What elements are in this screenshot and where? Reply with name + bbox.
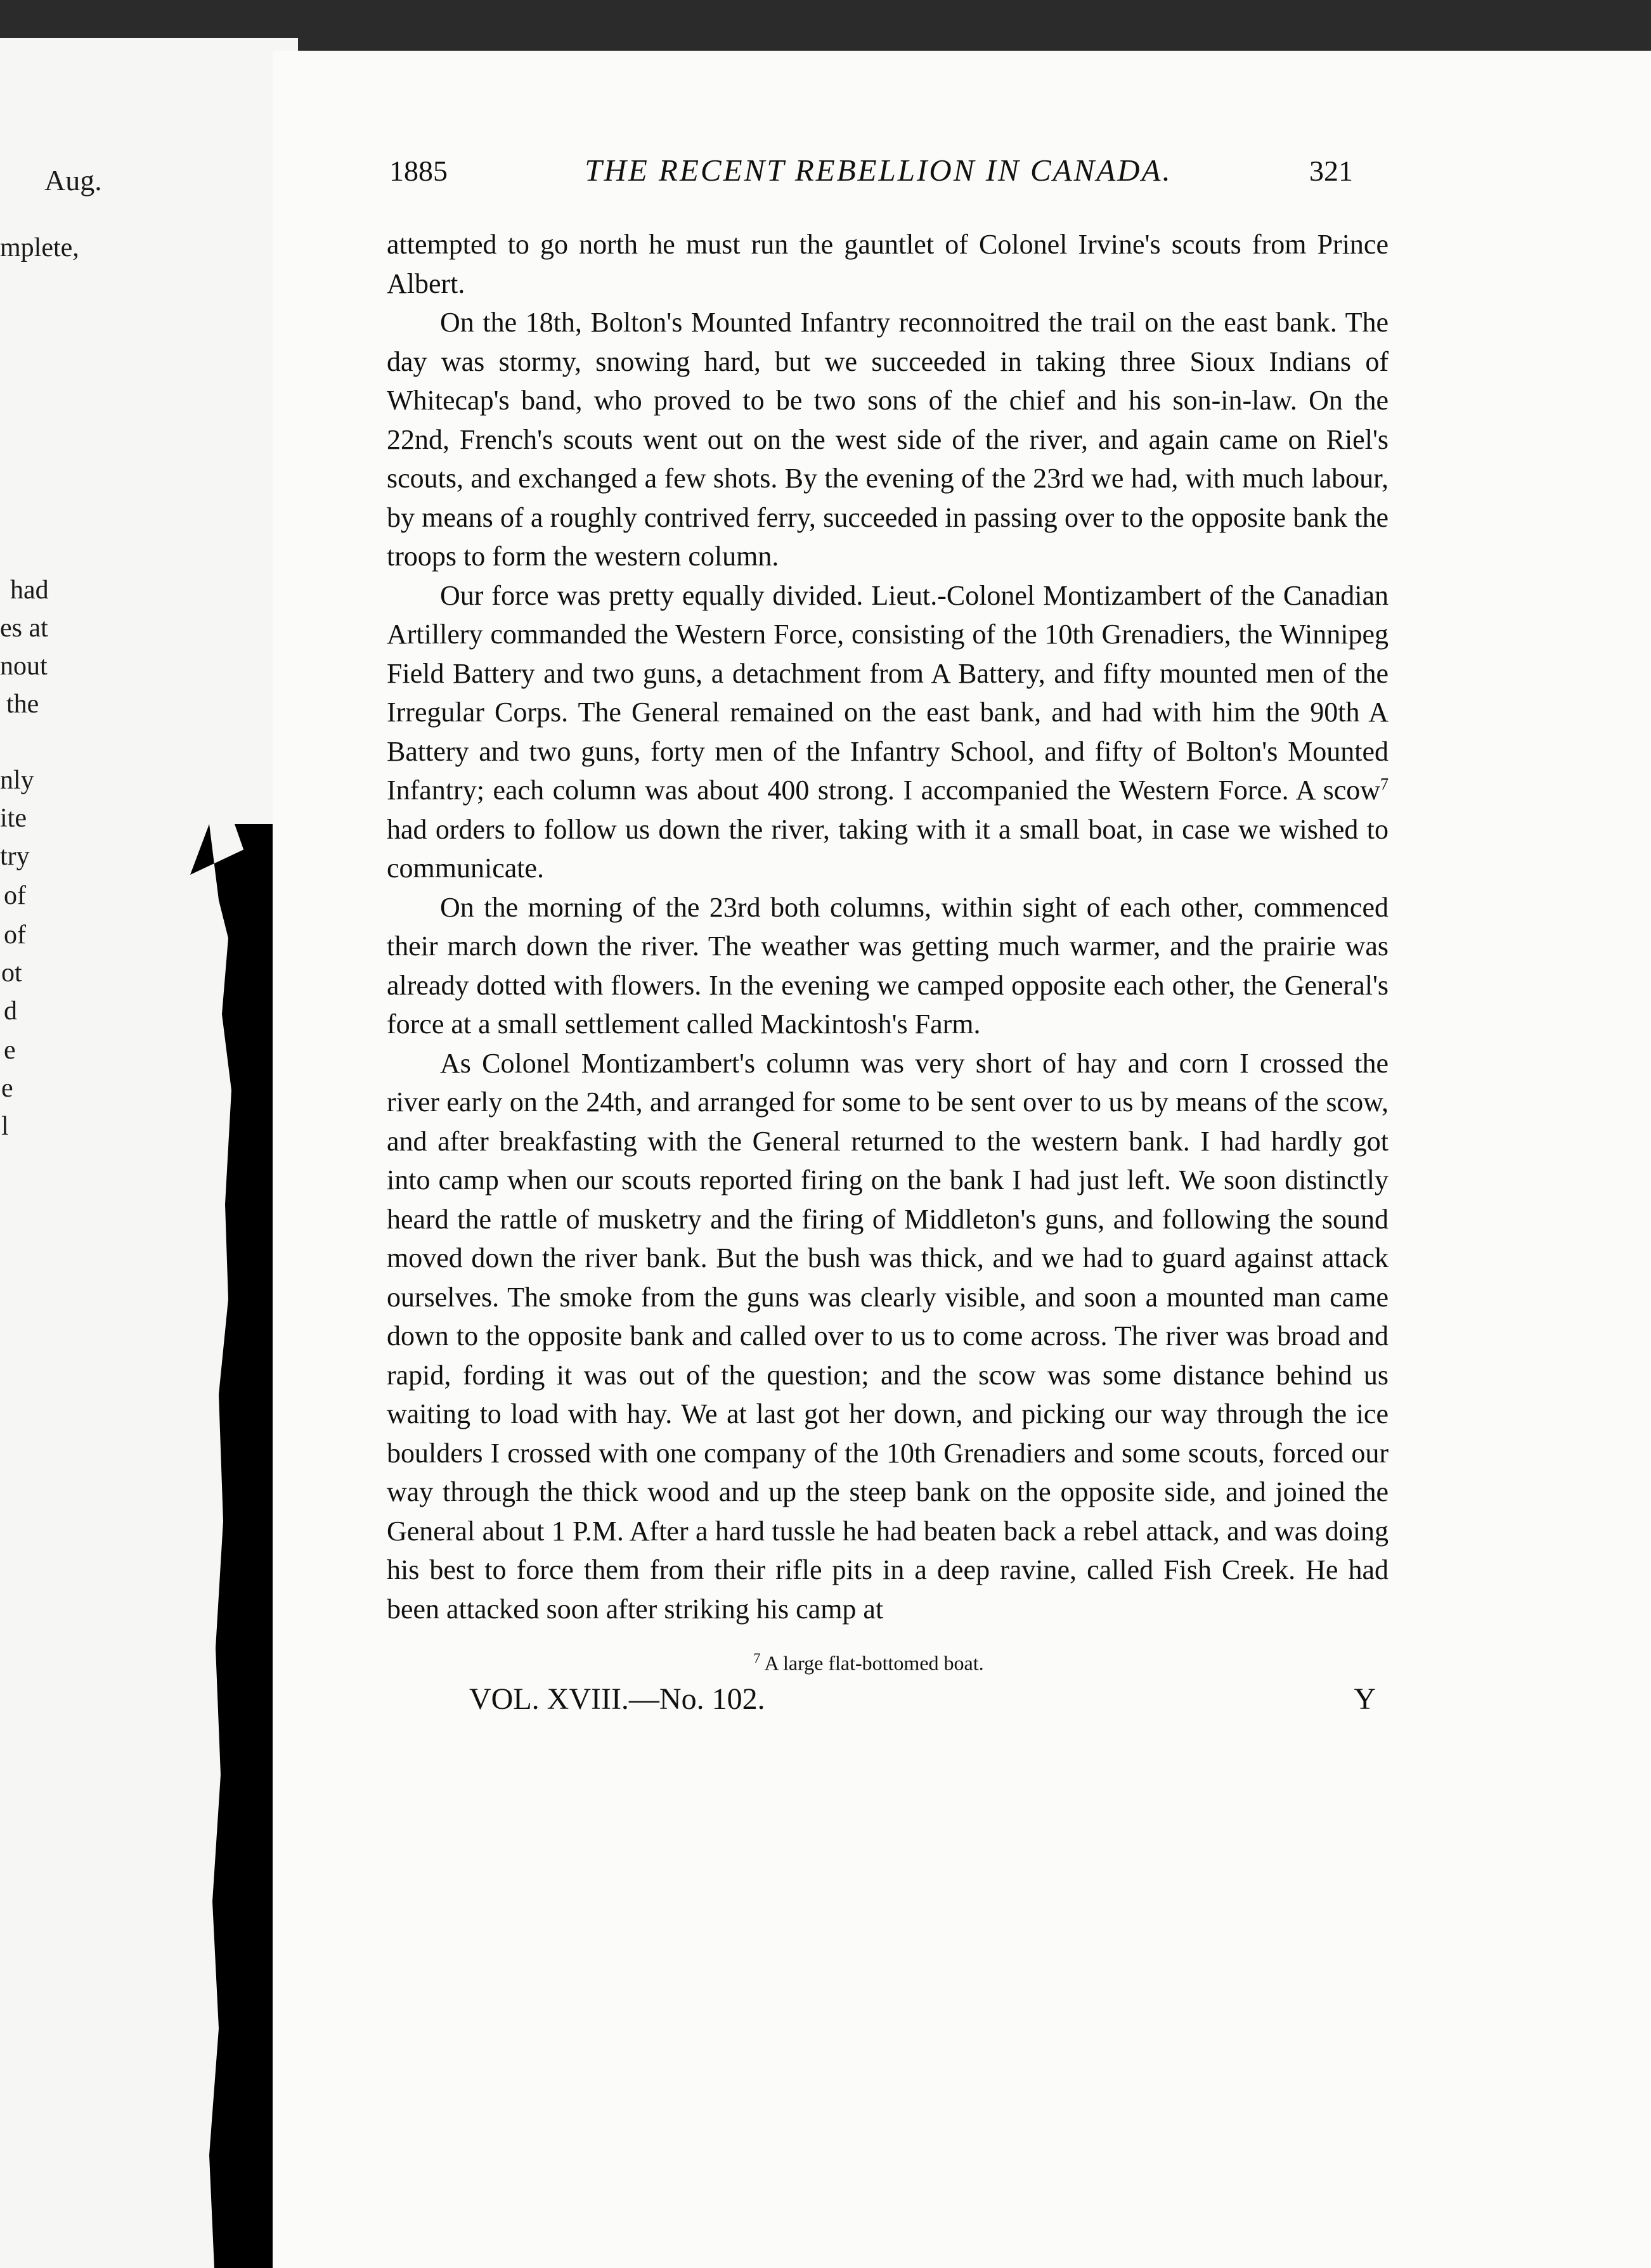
paragraph: On the 18th, Bolton's Mounted Infantry reconnoitred the trail on the east bank. The day was stormy, snowing hard, but we succeeded in taking three Sioux Indians of Whitecap's band, who proved to be two sons of the chief and his son-in-law. On the 22nd, French's scouts went out on the west side of the river, and again came on Riel's scouts, and exchanged a few shots. By the evening of the 23rd we had, with much labour, by means of a roughly contrived ferry, succeeded in passing over to the opposite bank the troops to form the western column.: [387, 307, 1389, 572]
left-line: mplete,: [0, 233, 79, 262]
left-line: d: [4, 996, 17, 1026]
signature-line: [469, 1682, 1376, 1717]
running-head-year: 1885: [389, 155, 448, 187]
left-line: l: [1, 1112, 9, 1141]
footnote-marker: 7: [753, 1650, 761, 1666]
paragraph: As Colonel Montizambert's column was very short of hay and corn I crossed the river early on the 24th, and arranged for some to be sent over to us by means of the scow, and after breakfasting with the General returned to the western bank. I had hardly got into camp when our scouts reported firing on the bank I had just left. We soon distinctly heard the rattle of musketry and the firing of Middleton's guns, and following the sound moved down the river bank. But the bush was thick, and we had to guard against attack ourselves. The smoke from the guns was clearly visible, and soon a mounted man came down to the opposite bank and called over to us to come across. The river was broad and rapid, fording it was out of the question; and the scow was some distance behind us waiting to load with hay. We at last got her down, and picking our way through the ice boulders I crossed with one company of the 10th Grenadiers and some scouts, forced our way through the thick wood and up the steep bank on the opposite side, and joined the General about 1 P.M. After a hard tussle he had beaten back a rebel attack, and was doing his best to force them from their rifle pits in a deep ravine, called Fish Creek. He had been attacked soon after striking his camp at: [387, 1047, 1389, 1625]
paragraph: On the morning of the 23rd both columns, within sight of each other, commenced their march down the river. The weather was getting much warmer, and the prairie was already dotted with flowers. In the evening we camped opposite each other, the General's force at a small settlement called Mackintosh's Farm.: [387, 891, 1389, 1040]
volume-number: VOL. XVIII.—No. 102.: [469, 1682, 765, 1716]
page-content: [387, 152, 1389, 1717]
footnote: [387, 1650, 1350, 1675]
running-head: [389, 152, 1353, 188]
left-line: had: [10, 576, 49, 605]
left-line: try: [0, 842, 30, 871]
signature-mark: Y: [1354, 1682, 1376, 1716]
body-text: [387, 225, 1389, 1628]
left-line: of: [4, 920, 26, 950]
left-line: es at: [0, 614, 48, 643]
left-line: of: [4, 881, 26, 910]
left-line: e: [1, 1074, 13, 1103]
left-line: nout: [0, 652, 48, 681]
left-line: nly: [0, 766, 34, 795]
left-line: e: [4, 1036, 16, 1065]
left-line: the: [6, 690, 39, 719]
left-line: ite: [0, 804, 27, 833]
paragraph-text: Our force was pretty equally divided. Lieut.-Colonel Montizambert of the Canadian Artillery commanded the Western Force, consisting of the 10th Grenadiers, the Winnipeg Field Battery and two guns, a detachment from A Battery, and fifty mounted men of the Irregular Corps. The General remained on the east bank, and had with him the 90th A Battery and two guns, forty men of the Infantry School, and fifty of Bolton's Mounted Infantry; each column was about 400 strong. I accompanied the Western Force. A scow: [387, 579, 1389, 806]
left-page-header: Aug.: [44, 164, 102, 197]
paragraph: attempted to go north he must run the gauntlet of Colonel Irvine's scouts from Prince Albert.: [387, 229, 1389, 299]
running-head-title: THE RECENT REBELLION IN CANADA.: [585, 153, 1172, 188]
paragraph: [387, 576, 1389, 888]
torn-page-edge: [0, 0, 298, 2268]
page-number: 321: [1309, 155, 1353, 187]
paragraph-continuation: had orders to follow us down the river, taking with it a small boat, in case we wished to communicate.: [387, 813, 1389, 884]
left-line: ot: [1, 958, 22, 988]
footnote-reference: 7: [1380, 775, 1389, 794]
footnote-text: A large flat-bottomed boat.: [764, 1651, 984, 1675]
